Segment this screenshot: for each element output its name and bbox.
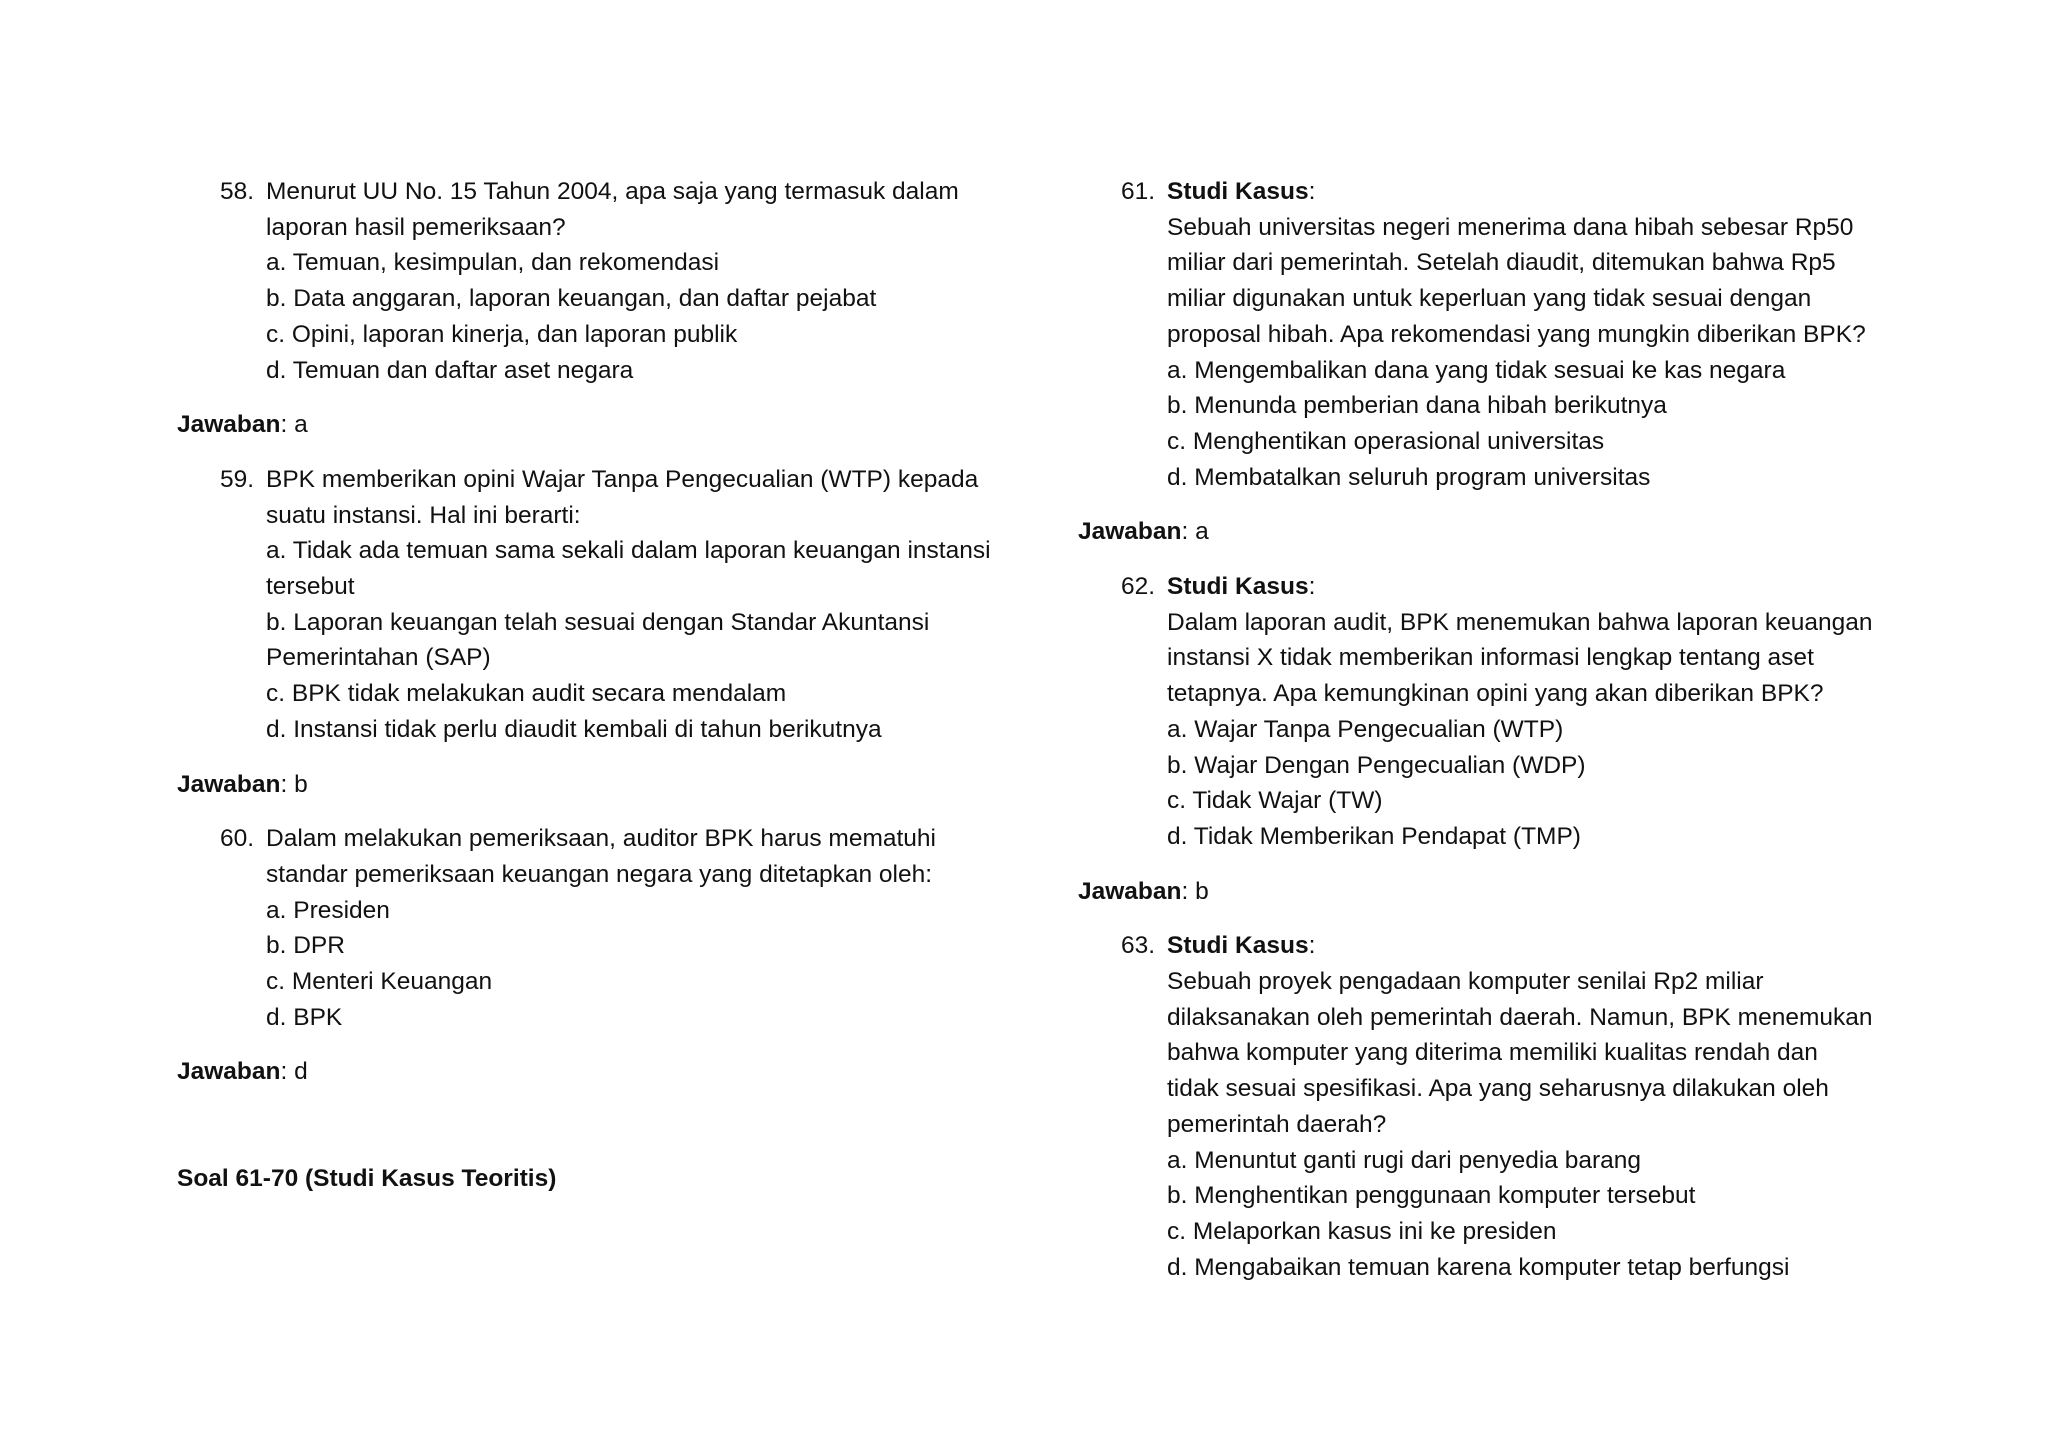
question-58	[177, 174, 1007, 388]
question-text: Menurut UU No. 15 Tahun 2004, apa saja yang termasuk dalam	[266, 178, 959, 205]
answer-value: : d	[280, 1058, 308, 1086]
question-text: miliar digunakan untuk keperluan yang tidak sesuai dengan	[1167, 285, 1812, 313]
option-d: d. Mengabaikan temuan karena komputer tetap berfungsi	[1167, 1253, 1790, 1281]
heading-rest: :	[1308, 932, 1316, 960]
answer-60	[177, 1054, 1007, 1090]
question-text: Sebuah proyek pengadaan komputer senilai Rp2 miliar	[1167, 968, 1764, 996]
question-number: 60.	[220, 825, 255, 853]
answer-59	[177, 767, 1007, 803]
answer-label: Jawaban	[1078, 877, 1182, 905]
option-a: a. Menuntut ganti rugi dari penyedia barang	[1167, 1146, 1641, 1174]
question-text: instansi X tidak memberikan informasi lengkap tentang aset	[1167, 644, 1814, 672]
option-d: d. Instansi tidak perlu diaudit kembali di tahun berikutnya	[266, 715, 882, 743]
option-b: b. Laporan keuangan telah sesuai dengan Standar Akuntansi	[266, 608, 930, 636]
answer-label: Jawaban	[1078, 518, 1182, 546]
heading-bold: Studi Kasus	[1167, 573, 1309, 601]
question-text: bahwa komputer yang diterima memiliki kualitas rendah dan	[1167, 1039, 1818, 1067]
option-c: c. Menteri Keuangan	[266, 968, 493, 996]
answer-value: : b	[280, 770, 308, 798]
answer-label: Jawaban	[177, 770, 281, 798]
option-c: c. Melaporkan kasus ini ke presiden	[1167, 1217, 1557, 1245]
option-c: c. Menghentikan operasional universitas	[1167, 427, 1605, 455]
section-title: Soal 61-70 (Studi Kasus Teoritis)	[177, 1165, 557, 1193]
question-text: suatu instansi. Hal ini berarti:	[266, 501, 581, 529]
answer-label: Jawaban	[177, 1058, 281, 1086]
option-b: b. Wajar Dengan Pengecualian (WDP)	[1167, 751, 1586, 779]
option-b: b. Menghentikan penggunaan komputer tersebut	[1167, 1182, 1696, 1210]
answer-58	[177, 407, 1007, 443]
question-text: Dalam melakukan pemeriksaan, auditor BPK harus mematuhi	[266, 825, 936, 853]
question-61	[1078, 174, 1908, 495]
option-a: a. Tidak ada temuan sama sekali dalam laporan keuangan instansi	[266, 537, 991, 565]
answer-61	[1078, 514, 1908, 550]
question-text: Dalam laporan audit, BPK menemukan bahwa laporan keuangan	[1167, 608, 1873, 636]
answer-value: : b	[1181, 877, 1209, 905]
option-a: a. Wajar Tanpa Pengecualian (WTP)	[1167, 715, 1564, 743]
question-heading	[1167, 928, 1908, 964]
option-a: a. Temuan, kesimpulan, dan rekomendasi	[266, 249, 720, 277]
question-text: pemerintah daerah?	[1167, 1110, 1387, 1138]
answer-62	[1078, 874, 1908, 910]
question-59	[177, 462, 1007, 748]
left-column	[177, 174, 1007, 1197]
question-heading	[1167, 569, 1908, 605]
option-d: d. Tidak Memberikan Pendapat (TMP)	[1167, 822, 1581, 850]
option-b: b. Menunda pemberian dana hibah berikutnya	[1167, 392, 1667, 420]
option-d: d. Temuan dan daftar aset negara	[266, 356, 634, 384]
option-a-cont: tersebut	[266, 573, 355, 601]
question-text: tetapnya. Apa kemungkinan opini yang akan diberikan BPK?	[1167, 680, 1824, 708]
question-text: laporan hasil pemeriksaan?	[266, 213, 566, 241]
heading-rest: :	[1308, 178, 1316, 205]
question-text: miliar dari pemerintah. Setelah diaudit, ditemukan bahwa Rp5	[1167, 249, 1836, 277]
option-d: d. Membatalkan seluruh program universitas	[1167, 463, 1651, 491]
option-c: c. Opini, laporan kinerja, dan laporan publik	[266, 320, 738, 348]
option-b: b. DPR	[266, 932, 345, 960]
question-60	[177, 821, 1007, 1035]
option-a: a. Presiden	[266, 896, 390, 924]
option-c: c. BPK tidak melakukan audit secara mendalam	[266, 680, 787, 708]
question-heading	[1167, 174, 1908, 210]
heading-bold: Studi Kasus	[1167, 178, 1309, 205]
question-text: tidak sesuai spesifikasi. Apa yang seharusnya dilakukan oleh	[1167, 1075, 1829, 1103]
question-number: 62.	[1121, 573, 1156, 601]
question-62	[1078, 569, 1908, 855]
question-number: 61.	[1121, 178, 1156, 205]
question-text: proposal hibah. Apa rekomendasi yang mungkin diberikan BPK?	[1167, 320, 1866, 348]
option-b: b. Data anggaran, laporan keuangan, dan daftar pejabat	[266, 285, 877, 313]
question-63	[1078, 928, 1908, 1285]
question-text: dilaksanakan oleh pemerintah daerah. Namun, BPK menemukan	[1167, 1003, 1873, 1031]
answer-value: : a	[1181, 518, 1209, 546]
answer-label: Jawaban	[177, 411, 281, 439]
right-column	[1078, 174, 1908, 1304]
option-c: c. Tidak Wajar (TW)	[1167, 787, 1383, 815]
question-text: standar pemeriksaan keuangan negara yang ditetapkan oleh:	[266, 860, 933, 888]
heading-bold: Studi Kasus	[1167, 932, 1309, 960]
question-number: 58.	[220, 178, 255, 205]
question-number: 59.	[220, 465, 255, 493]
question-text: Sebuah universitas negeri menerima dana hibah sebesar Rp50	[1167, 213, 1854, 241]
question-number: 63.	[1121, 932, 1156, 960]
option-a: a. Mengembalikan dana yang tidak sesuai ke kas negara	[1167, 356, 1786, 384]
question-text: BPK memberikan opini Wajar Tanpa Pengecualian (WTP) kepada	[266, 465, 979, 493]
answer-value: : a	[280, 411, 308, 439]
option-b-cont: Pemerintahan (SAP)	[266, 644, 491, 672]
option-d: d. BPK	[266, 1003, 343, 1031]
heading-rest: :	[1308, 573, 1316, 601]
